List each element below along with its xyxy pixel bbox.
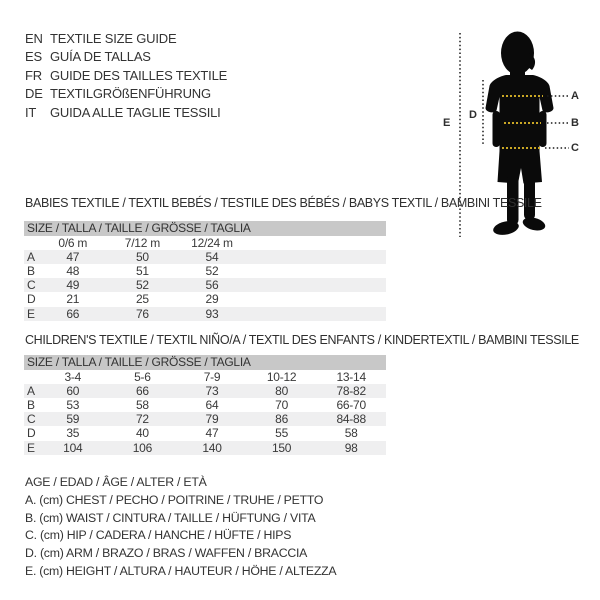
table-row: [24, 278, 386, 292]
cell: 52: [135, 278, 149, 293]
language-row: [25, 67, 227, 85]
cell: 48: [66, 264, 80, 279]
cell: 29: [205, 292, 219, 307]
row-label: D: [27, 292, 36, 307]
babies-column-header-row: [24, 236, 386, 250]
cell: 79: [205, 412, 219, 427]
language-label: GUIDE DES TAILLES TEXTILE: [50, 67, 228, 83]
cell: 53: [66, 398, 80, 413]
column-header: 7-9: [203, 369, 221, 384]
legend-arm-line: D. (cm) ARM / BRAZO / BRAS / WAFFEN / BRACCIA: [25, 546, 308, 561]
cell: 140: [202, 440, 222, 455]
row-label: B: [27, 264, 35, 279]
table-row: [24, 441, 386, 455]
size-figure: [440, 25, 600, 245]
table-row: [24, 398, 386, 412]
legend-chest-line: A. (cm) CHEST / PECHO / POITRINE / TRUHE / PETTO: [25, 492, 324, 507]
cell: 72: [135, 412, 149, 427]
column-header: 3-4: [64, 369, 82, 384]
figure-label-arm: D: [469, 109, 477, 121]
cell: 50: [135, 249, 149, 264]
cell: 64: [205, 398, 219, 413]
column-header: 12/24 m: [191, 235, 233, 250]
cell: 70: [275, 398, 288, 413]
babies-size-table: [24, 221, 386, 321]
children-table-header: SIZE / TALLA / TAILLE / GRÖSSE / TAGLIA: [24, 355, 386, 370]
language-row: [25, 30, 227, 48]
column-header: 13-14: [336, 369, 366, 384]
cell: 52: [205, 264, 219, 279]
cell: 47: [66, 249, 80, 264]
legend-hip-line: C. (cm) HIP / CADERA / HANCHE / HÜFTE / HIPS: [25, 528, 292, 543]
cell: 47: [205, 426, 219, 441]
row-label: D: [27, 426, 36, 441]
cell: 59: [66, 412, 80, 427]
table-row: [24, 412, 386, 426]
cell: 78-82: [336, 383, 366, 398]
language-code: ES: [25, 49, 42, 65]
measurement-legend: [25, 474, 336, 581]
figure-label-waist: B: [571, 117, 579, 129]
row-label: A: [27, 249, 35, 264]
row-label: C: [27, 412, 36, 427]
legend-waist-line: B. (cm) WAIST / CINTURA / TAILLE / HÜFTUNG / VITA: [25, 510, 316, 525]
legend-age-line: AGE / EDAD / ÂGE / ALTER / ETÀ: [25, 475, 207, 489]
language-label: GUÍA DE TALLAS: [50, 49, 151, 65]
cell: 21: [66, 292, 80, 307]
cell: 25: [135, 292, 149, 307]
row-label: C: [27, 278, 36, 293]
legend-height-line: E. (cm) HEIGHT / ALTURA / HAUTEUR / HÖHE / ALTEZZA: [25, 563, 337, 578]
cell: 60: [66, 383, 80, 398]
language-code: EN: [25, 31, 43, 46]
table-row: [24, 264, 386, 278]
children-column-header-row: [24, 370, 386, 384]
cell: 106: [132, 440, 153, 455]
cell: 66-70: [336, 398, 366, 413]
children-section-title: CHILDREN'S TEXTILE / TEXTIL NIÑO/A / TEXTIL DES ENFANTS / KINDERTEXTIL / BAMBINI TESSILE: [25, 333, 579, 347]
figure-label-hip: C: [571, 142, 579, 154]
row-label: E: [27, 440, 35, 455]
language-code: FR: [25, 67, 42, 83]
babies-section-title: BABIES TEXTILE / TEXTIL BEBÉS / TESTILE DES BÉBÉS / BABYS TEXTIL / BAMBINI TESSILE: [25, 196, 542, 210]
table-row: [24, 292, 386, 306]
language-row: [25, 85, 227, 103]
table-row: [24, 384, 386, 398]
cell: 35: [66, 426, 80, 441]
column-header: 10-12: [266, 369, 297, 384]
cell: 66: [66, 306, 80, 321]
figure-label-chest: A: [571, 90, 579, 102]
row-label: B: [27, 398, 35, 413]
cell: 40: [135, 426, 149, 441]
cell: 51: [135, 264, 149, 279]
row-label: A: [27, 383, 35, 398]
cell: 86: [275, 412, 288, 427]
cell: 84-88: [336, 412, 366, 427]
child-silhouette-illustration: [440, 25, 600, 245]
row-label: E: [27, 306, 35, 321]
cell: 66: [135, 383, 149, 398]
cell: 49: [66, 278, 80, 293]
cell: 98: [344, 440, 358, 455]
cell: 58: [344, 426, 358, 441]
cell: 54: [205, 249, 219, 264]
language-row: [25, 104, 227, 122]
language-code: DE: [25, 86, 43, 102]
language-label: GUIDA ALLE TAGLIE TESSILI: [50, 104, 221, 120]
column-header: 0/6 m: [58, 235, 88, 250]
table-row: [24, 426, 386, 440]
language-row: [25, 48, 227, 66]
column-header: 5-6: [134, 369, 151, 384]
cell: 150: [271, 440, 292, 455]
cell: 93: [205, 306, 219, 321]
children-size-table: [24, 355, 386, 455]
cell: 56: [205, 278, 219, 293]
figure-label-height: E: [443, 117, 451, 129]
language-label: TEXTILGRÖßENFÜHRUNG: [50, 86, 211, 102]
column-header: 7/12 m: [124, 235, 160, 250]
language-list: [25, 30, 227, 122]
language-label: TEXTILE SIZE GUIDE: [50, 31, 177, 46]
cell: 73: [205, 383, 219, 398]
table-row: [24, 307, 386, 321]
cell: 104: [63, 440, 83, 455]
babies-table-header: SIZE / TALLA / TAILLE / GRÖSSE / TAGLIA: [24, 221, 386, 236]
table-row: [24, 250, 386, 264]
cell: 55: [275, 426, 288, 441]
language-code: IT: [25, 104, 37, 120]
cell: 58: [135, 398, 149, 413]
cell: 76: [135, 306, 149, 321]
cell: 80: [275, 383, 288, 398]
